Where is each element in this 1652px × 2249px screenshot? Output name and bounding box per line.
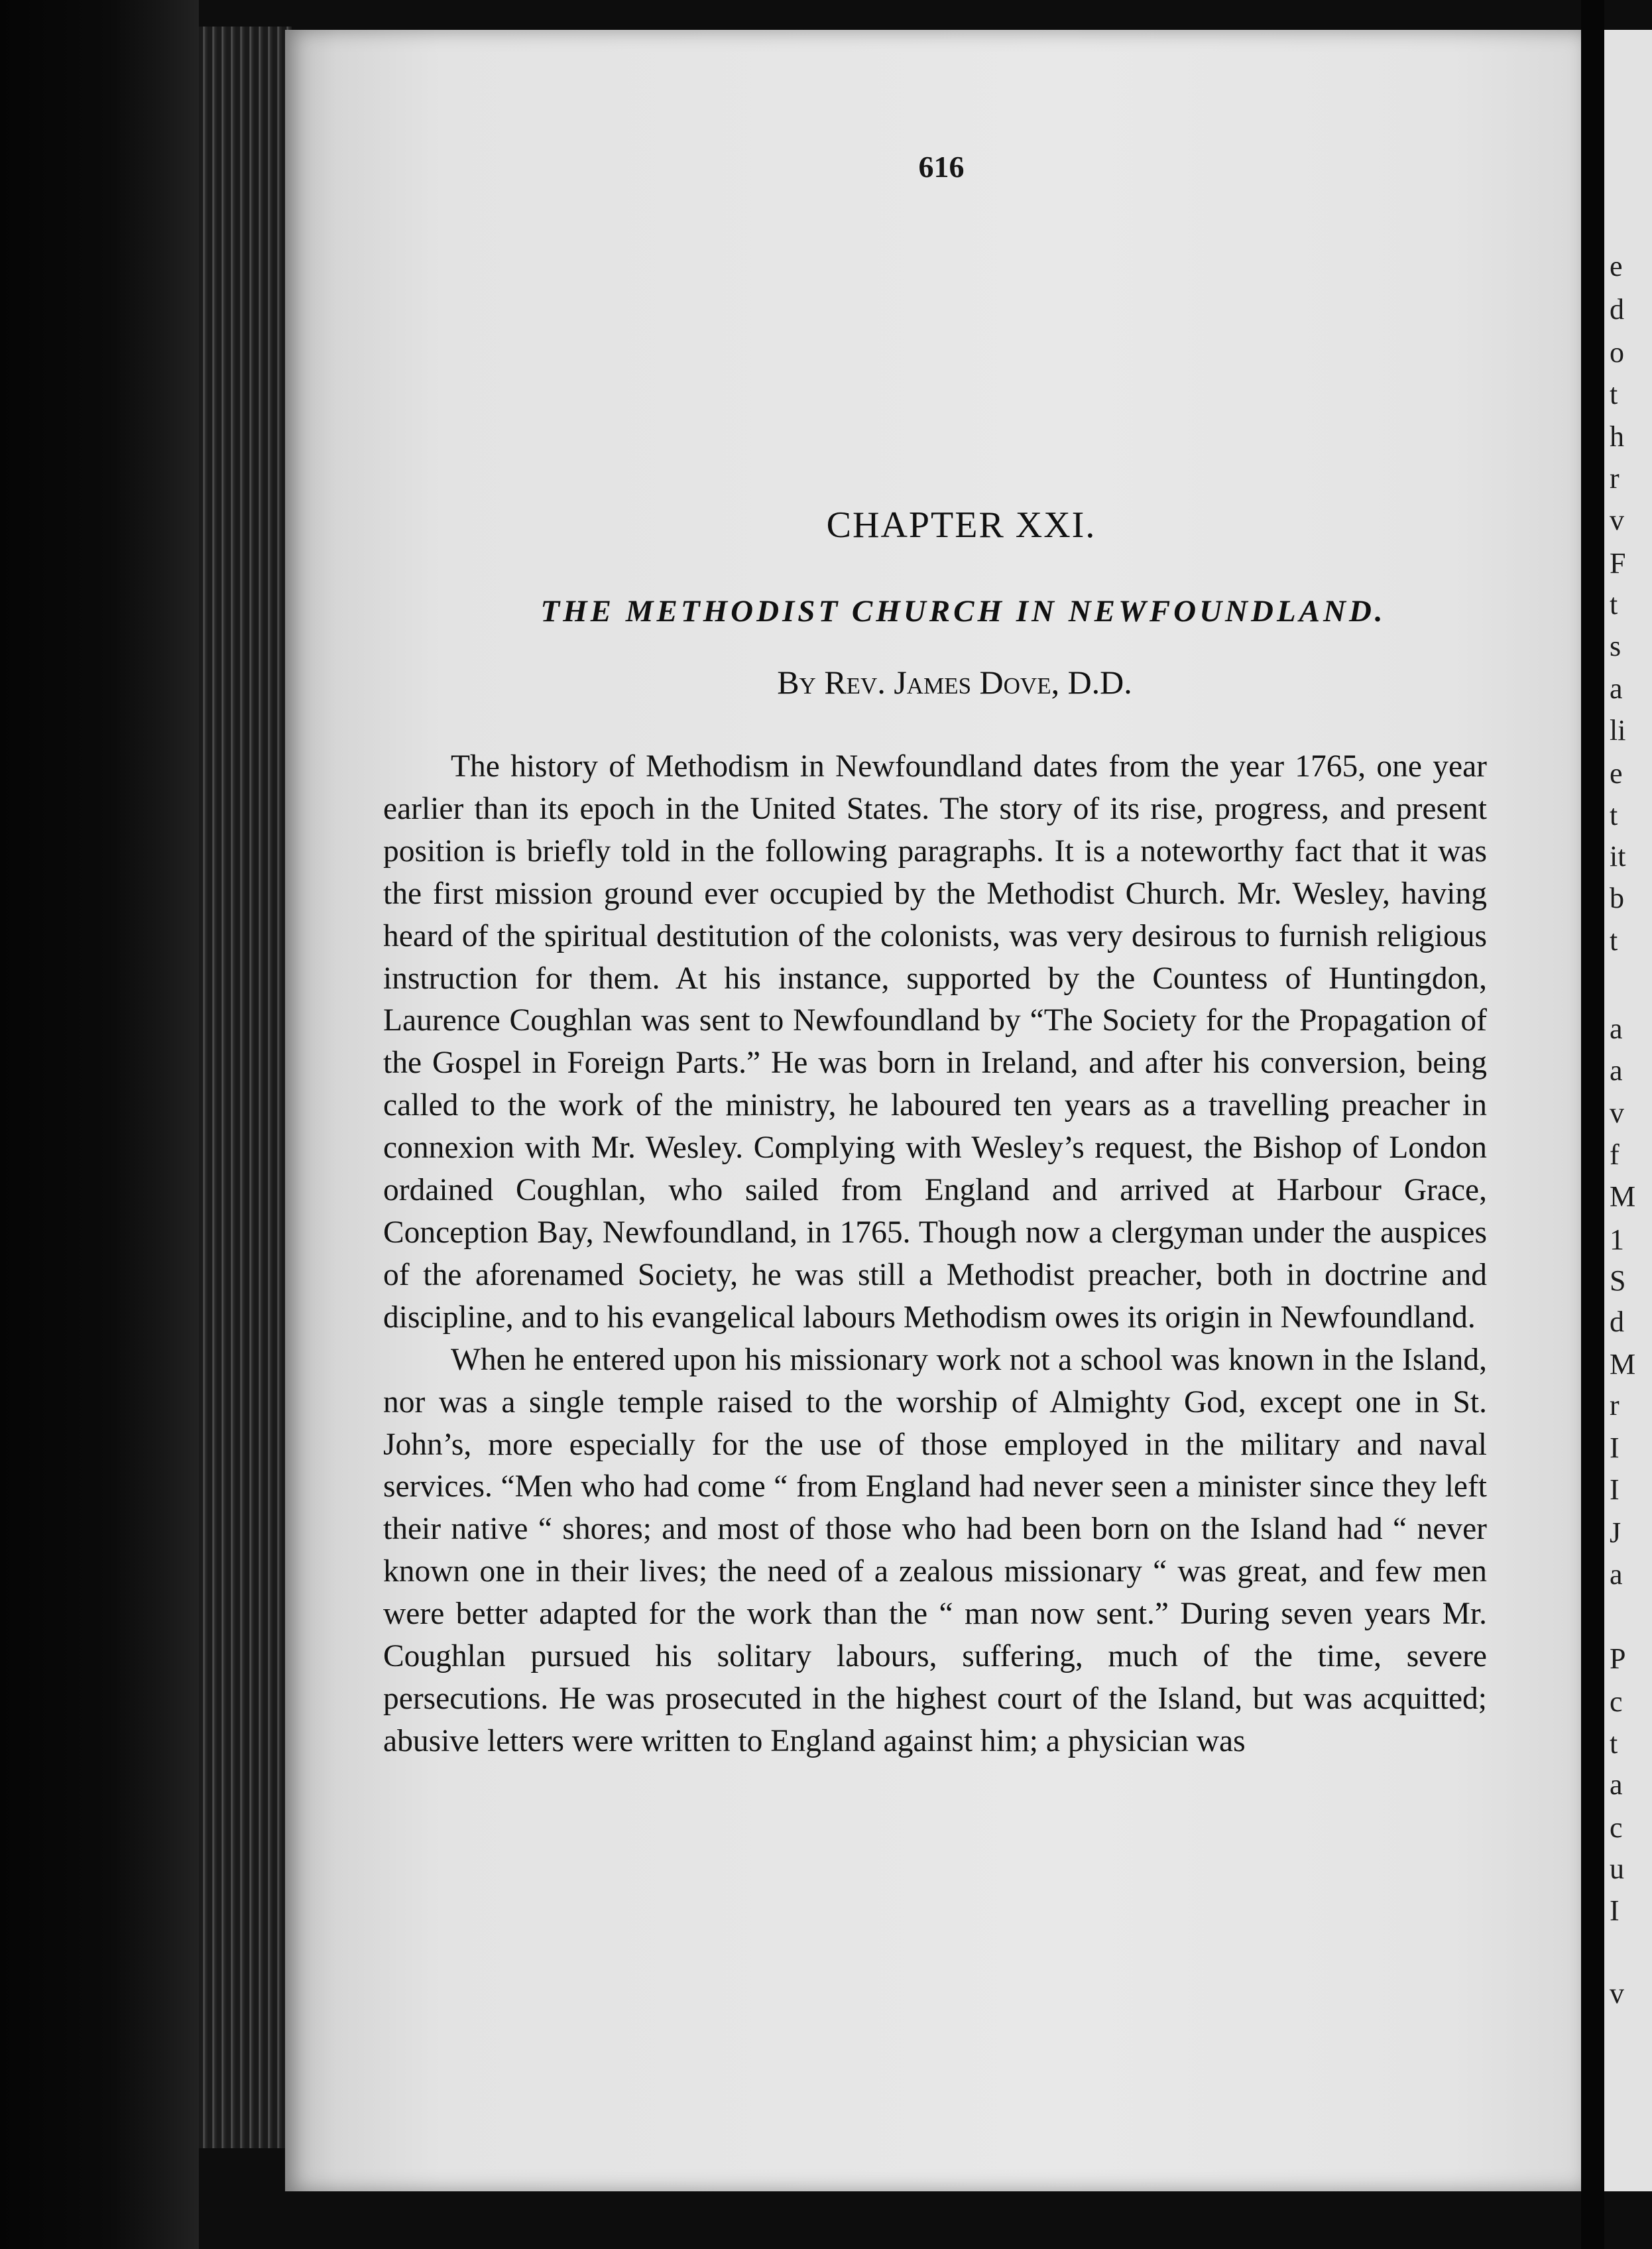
facing-page-letter: P bbox=[1610, 1642, 1626, 1675]
facing-page-letter: I bbox=[1610, 1473, 1620, 1506]
facing-page-edge bbox=[1604, 30, 1652, 2191]
facing-page-letter: c bbox=[1610, 1685, 1623, 1718]
facing-page-letter: J bbox=[1610, 1516, 1622, 1549]
body-text bbox=[383, 746, 1487, 1763]
facing-page-letter: v bbox=[1610, 1097, 1624, 1129]
facing-page-letter: t bbox=[1610, 799, 1618, 831]
facing-page-letter: b bbox=[1610, 882, 1624, 914]
facing-page-letter: d bbox=[1610, 293, 1624, 326]
facing-page-letter: c bbox=[1610, 1811, 1623, 1844]
author-byline: By Rev. James Dove, D.D. bbox=[777, 664, 1132, 701]
facing-page-letter: t bbox=[1610, 1727, 1618, 1760]
facing-page-letter: v bbox=[1610, 504, 1624, 536]
facing-page-letter: it bbox=[1610, 840, 1626, 873]
facing-page-letter: h bbox=[1610, 420, 1624, 453]
facing-page-letter: t bbox=[1610, 588, 1618, 621]
facing-page-letter: t bbox=[1610, 378, 1618, 410]
facing-page-letter: a bbox=[1610, 1558, 1623, 1591]
page-number: 616 bbox=[918, 150, 965, 184]
facing-page-letter: a bbox=[1610, 672, 1623, 705]
page-gutter bbox=[1581, 0, 1604, 2249]
facing-page-letter: s bbox=[1610, 630, 1622, 662]
facing-page-letter: a bbox=[1610, 1012, 1623, 1045]
facing-page-letter: u bbox=[1610, 1853, 1624, 1885]
facing-page-letter: I bbox=[1610, 1894, 1620, 1927]
facing-page-letter: M bbox=[1610, 1348, 1636, 1380]
chapter-title: THE METHODIST CHURCH IN NEWFOUNDLAND. bbox=[540, 594, 1386, 629]
facing-page-letter: o bbox=[1610, 336, 1624, 369]
facing-page-letter: e bbox=[1610, 250, 1623, 282]
facing-page-letter: li bbox=[1610, 714, 1626, 747]
facing-page-letter: r bbox=[1610, 1389, 1620, 1422]
facing-page-letter: e bbox=[1610, 757, 1623, 790]
facing-page-letter: M bbox=[1610, 1180, 1636, 1213]
facing-page-letter: f bbox=[1610, 1138, 1620, 1171]
paragraph: The history of Methodism in Newfoundland dates from the year 1765, one year earlier than its epoch in the United States. The story of its rise, progress, and present position is briefly told in the following paragraphs. It is a noteworthy fact that it was the first mission ground ever occupied by the Methodist Church. Mr. Wesley, having heard of the spiritual destitution of the colonists, was very desirous to furnish religious instruction for them. At his instance, supported by the Countess of Huntingdon, Laurence Coughlan was sent to Newfoundland by “The Society for the Propagation of the Gospel in Foreign Parts.” He was born in Ireland, and after his conversion, being called to the work of the ministry, he laboured ten years as a travelling preacher in connexion with Mr. Wesley. Complying with Wesley’s request, the Bishop of London ordained Coughlan, who sailed from England and arrived at Harbour Grace, Conception Bay, Newfoundland, in 1765. Though now a clergyman under the auspices of the aforenamed Society, he was still a Methodist preacher, both in doctrine and discipline, and to his evangelical labours Methodism owes its origin in Newfoundland. bbox=[383, 749, 1487, 1335]
facing-page-letter: d bbox=[1610, 1306, 1624, 1338]
facing-page-letter: 1 bbox=[1610, 1223, 1624, 1256]
book-binding bbox=[0, 0, 199, 2249]
facing-page-letter: a bbox=[1610, 1768, 1623, 1801]
chapter-heading: CHAPTER XXI. bbox=[826, 505, 1096, 546]
paragraph: When he entered upon his missionary work not a school was known in the Island, nor was a single temple raised to the worship of Almighty God, except one in St. John’s, more especially for the use of those employed in the military and naval services. “Men who had come “ from England had never seen a minister since they left their native “ shores; and most of those who had been born on the Island had “ never known one in their lives; the need of a zealous missionary “ was great, and few men were better adapted for the work than the “ man now sent.” During seven years Mr. Coughlan pursued his solitary labours, suffering, much of the time, severe persecutions. He was prosecuted in the highest court of the Island, but was acquitted; abusive letters were written to England against him; a physician was bbox=[383, 1342, 1487, 1758]
facing-page-letter: v bbox=[1610, 1977, 1624, 2010]
facing-page-letter: I bbox=[1610, 1431, 1620, 1464]
facing-page-letter: r bbox=[1610, 462, 1620, 495]
page-edges bbox=[199, 27, 292, 2148]
facing-page-letter: F bbox=[1610, 547, 1626, 579]
facing-page-letter: t bbox=[1610, 924, 1618, 957]
facing-page-letter: a bbox=[1610, 1054, 1623, 1087]
facing-page-letter: S bbox=[1610, 1264, 1626, 1297]
